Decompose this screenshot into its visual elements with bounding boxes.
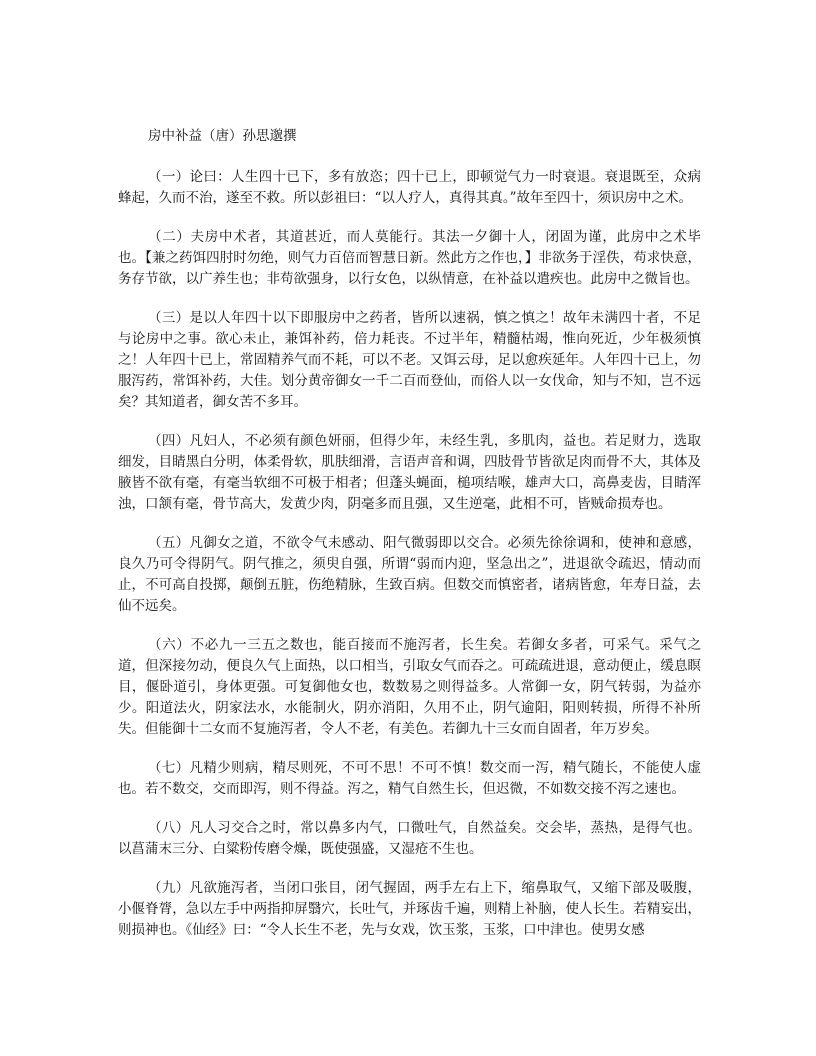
paragraph-6: （六）不必九一三五之数也，能百接而不施泻者，长生矣。若御女多者，可采气。采气之道，但深接勿动，便良久气上面热，以口相当，引取女气而吞之。可疏疏进退，意动便止，缓息瞑目，偃卧道引，身体更强。可复御他女也，数数易之则得益多。人常御一女，阴气转弱，为益亦少。阳道法火，阴家法水，水能制火，阴亦消阳，久用不止，阴气逾阳，阳则转损，所得不补所失。但能御十二女而不复施泻者，令人不老，有美色。若御九十三女而自固者，年万岁矣。: [118, 637, 701, 737]
paragraph-7: （七）凡精少则病，精尽则死，不可不思！不可不慎！数交而一泻，精气随长，不能使人虚也。若不数交，交而即泻，则不得益。泻之，精气自然生长，但迟微，不如数交接不泻之速也。: [118, 760, 701, 797]
document-page: [118, 126, 701, 959]
document-title: 房中补益（唐）孙思邈撰: [148, 128, 297, 144]
paragraph-1: （一）论曰：人生四十已下，多有放恣；四十已上，即顿觉气力一时衰退。衰退既至，众病蜂起，久而不治，遂至不救。所以彭祖曰：“以人疗人，真得其真。”故年至四十，须识房中之术。: [118, 169, 701, 206]
paragraph-8: （八）凡人习交合之时，常以鼻多内气，口微吐气，自然益矣。交会毕，蒸热，是得气也。以菖蒲末三分、白粱粉传磨令燥，既使强盛，又湿疮不生也。: [118, 820, 701, 857]
paragraph-9: （九）凡欲施泻者，当闭口张目，闭气握固，两手左右上下，缩鼻取气，又缩下部及吸腹，小偃脊膂，急以左手中两指抑屏翳穴，长吐气，并琢齿千遍，则精上补脑，使人长生。若精妄出，则损神也。《仙经》曰：“令人长生不老，先与女戏，饮玉浆，玉浆，口中津也。使男女感: [118, 880, 701, 938]
paragraph-4: （四）凡妇人，不必须有颜色妍丽，但得少年，未经生乳，多肌肉，益也。若足财力，选取细发，目睛黑白分明，体柔骨软，肌肤细滑，言语声音和调，四肢骨节皆欲足肉而骨不大，其体及腋皆不欲有毫，有毫当软细不可极于相者；但蓬头蝇面，槌项结喉，雄声大口，高鼻麦齿，目睛浑浊，口颔有毫，骨节高大，发黄少肉，阴毫多而且强，又生逆毫，此相不可，皆贼命损寿也。: [118, 433, 701, 512]
paragraph-5: （五）凡御女之道，不欲令气未感动、阳气微弱即以交合。必须先徐徐调和，使神和意感，良久乃可令得阴气。阴气推之，须臾自强，所谓“弱而内迎，坚急出之”，进退欲令疏迟，情动而止，不可高自投掷，颠倒五脏，伤绝精脉，生致百病。但数交而慎密者，诸病皆愈，年寿日益，去仙不远矣。: [118, 535, 701, 614]
paragraph-3: （三）是以人年四十以下即服房中之药者，皆所以速祸，慎之慎之！故年未满四十者，不足与论房中之事。欲心未止，兼饵补药，倍力耗丧。不过半年，精髓枯竭，惟向死近，少年极须慎之！人年四十已上，常固精养气而不耗，可以不老。又饵云母，足以愈疾延年。人年四十已上，勿服泻药，常饵补药，大佳。划分黄帝御女一千二百而登仙，而俗人以一女伐命，知与不知，岂不远矣？其知道者，御女苦不多耳。: [118, 310, 701, 410]
paragraph-2: （二）夫房中术者，其道甚近，而人莫能行。其法一夕御十人，闭固为谨，此房中之术毕也。【兼之药饵四肘时勿绝，则气力百倍而智慧日新。然此方之作也，】非欲务于淫佚，苟求快意，务存节欲，以广养生也；非苟欲强身，以行女色，以纵情意，在补益以遣疾也。此房中之微旨也。: [118, 229, 701, 287]
